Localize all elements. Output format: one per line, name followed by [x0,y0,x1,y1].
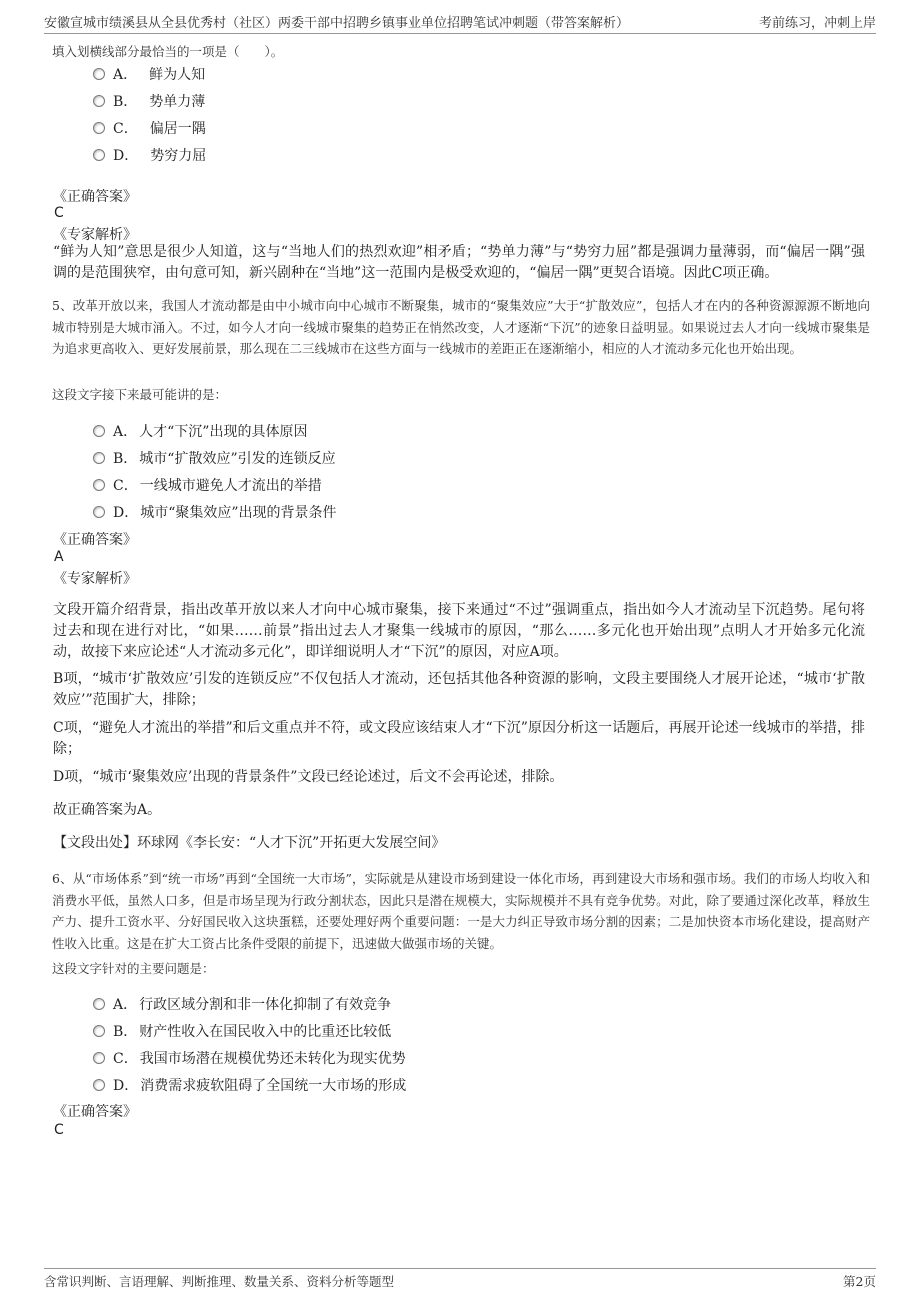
q4-answer-label: 《正确答案》 [53,189,137,205]
option-text: 偏居一隅 [149,121,206,137]
q6-option-b[interactable] [93,1019,391,1043]
option-text: 城市“聚集效应”出现的背景条件 [140,505,337,521]
radio-icon[interactable] [93,998,105,1010]
option-letter: A． [113,67,138,83]
q5-analysis-paragraph: 文段开篇介绍背景，指出改革开放以来人才向中心城市聚集，接下来通过“不过”强调重点，指出如今人才流动呈下沉趋势。尾句将过去和现在进行对比，“如果……前景”指出过去人才聚集一线城市的原因，“那么……多元化也开始出现”点明人才开始多元化流动，故接下来应论述“人才流动多元化”，即详细说明人才“下沉”的原因，对应A项。 [53,602,865,660]
header-slogan: 考前练习，冲刺上岸 [758,16,876,31]
q5-source: 【文段出处】环球网《李长安：“人才下沉”开拓更大发展空间》 [53,835,446,851]
q6-answer-label: 《正确答案》 [53,1104,137,1120]
option-text: 人才“下沉”出现的具体原因 [139,424,308,440]
q6-stem: 6、从“市场体系”到“统一市场”再到“全国统一大市场”，实际就是从建设市场到建设一体化市场，再到建设大市场和强市场。我们的市场人均收入和消费水平低，虽然人口多，但是市场呈现为行政分割状态，因此只是潜在规模大，实际规模并不具有竞争优势。对此，除了要通过深化改革，释放生产力、提升工资水平、分好国民收入这块蛋糕，还要处理好两个重要问题：一是大力纠正导致市场分割的因素；二是加快资本市场化建设，提高财产性收入比重。这是在扩大工资占比条件受限的前提下，迅速做大做强市场的关键。 [52,871,870,951]
footer-subjects: 含常识判断、言语理解、判断推理、数量关系、资料分析等题型 [44,1274,395,1289]
option-letter: D． [113,1078,139,1094]
q5-analysis-label: 《专家解析》 [53,571,137,587]
q5-option-c[interactable] [93,473,322,497]
radio-icon[interactable] [93,506,105,518]
option-text: 消费需求疲软阻碍了全国统一大市场的形成 [140,1078,407,1094]
option-letter: A． [113,424,138,440]
option-text: 势单力薄 [149,94,206,110]
q5-analysis-paragraph: D项，“城市‘聚集效应’出现的背景条件”文段已经论述过，后文不会再论述，排除。 [53,769,564,785]
q5-prompt: 这段文字接下来最可能讲的是： [52,387,228,402]
option-text: 我国市场潜在规模优势还未转化为现实优势 [139,1051,406,1067]
document-title: 安徽宣城市绩溪县从全县优秀村（社区）两委干部中招聘乡镇事业单位招聘笔试冲刺题（带答案解析） [44,16,630,31]
q5-analysis-conclusion: 故正确答案为A。 [53,802,162,818]
footer-divider [44,1268,876,1269]
radio-icon[interactable] [93,425,105,437]
q4-analysis: “鲜为人知”意思是很少人知道，这与“当地人们的热烈欢迎”相矛盾；“势单力薄”与“势穷力屈”都是强调力量薄弱，而“偏居一隅”强调的是范围狭窄，由句意可知，新兴剧种在“当地”这一范围内是极受欢迎的，“偏居一隅”更契合语境。因此C项正确。 [53,244,865,281]
q5-option-d[interactable] [93,500,337,524]
option-text: 鲜为人知 [149,67,206,83]
option-letter: B． [113,1024,138,1040]
header-divider [44,33,876,34]
q4-option-b[interactable] [93,89,205,113]
q4-analysis-label: 《专家解析》 [53,227,137,243]
page-number: 第2页 [843,1274,876,1289]
option-text: 财产性收入在国民收入中的比重还比较低 [139,1024,392,1040]
option-text: 行政区域分割和非一体化抑制了有效竞争 [139,997,392,1013]
radio-icon[interactable] [93,122,105,134]
option-letter: D． [113,148,139,164]
radio-icon[interactable] [93,1079,105,1091]
option-letter: B． [113,94,138,110]
q5-option-a[interactable] [93,419,307,443]
q6-option-d[interactable] [93,1073,406,1097]
q5-answer-label: 《正确答案》 [53,532,137,548]
radio-icon[interactable] [93,95,105,107]
q6-prompt: 这段文字针对的主要问题是： [52,961,215,976]
option-letter: B． [113,451,138,467]
option-text: 势穷力屈 [150,148,207,164]
q6-option-a[interactable] [93,992,391,1016]
radio-icon[interactable] [93,1052,105,1064]
q5-analysis-paragraph: B项，“城市‘扩散效应’引发的连锁反应”不仅包括人才流动，还包括其他各种资源的影响，文段主要围绕人才展开论述，“城市‘扩散效应’”范围扩大，排除； [53,671,865,708]
radio-icon[interactable] [93,68,105,80]
radio-icon[interactable] [93,149,105,161]
q4-prompt: 填入划横线部分最恰当的一项是（ ）。 [52,44,284,59]
option-letter: C． [113,1051,138,1067]
q5-option-b[interactable] [93,446,336,470]
option-letter: C． [113,478,138,494]
radio-icon[interactable] [93,452,105,464]
q4-answer: C [54,205,64,221]
q4-option-c[interactable] [93,116,206,140]
q6-answer: C [54,1122,64,1138]
q5-answer: A [54,549,64,565]
q4-option-d[interactable] [93,143,206,167]
option-text: 城市“扩散效应”引发的连锁反应 [139,451,336,467]
q6-option-c[interactable] [93,1046,406,1070]
radio-icon[interactable] [93,479,105,491]
option-text: 一线城市避免人才流出的举措 [139,478,322,494]
q5-stem: 5、改革开放以来，我国人才流动都是由中小城市向中心城市不断聚集，城市的“聚集效应”大于“扩散效应”，包括人才在内的各种资源源源不断地向城市特别是大城市涌入。不过，如今人才向一线城市聚集的趋势正在悄然改变，人才逐渐“下沉”的迹象日益明显。如果说过去人才向一线城市聚集是为追求更高收入、更好发展前景，那么现在二三线城市在这些方面与一线城市的差距正在逐渐缩小，相应的人才流动多元化也开始出现。 [52,298,870,356]
option-letter: D． [113,505,139,521]
option-letter: C． [113,121,138,137]
q4-option-a[interactable] [93,62,205,86]
radio-icon[interactable] [93,1025,105,1037]
q5-analysis-paragraph: C项，“避免人才流出的举措”和后文重点并不符，或文段应该结束人才“下沉”原因分析这一话题后，再展开论述一线城市的举措，排除； [53,720,865,757]
option-letter: A． [113,997,138,1013]
